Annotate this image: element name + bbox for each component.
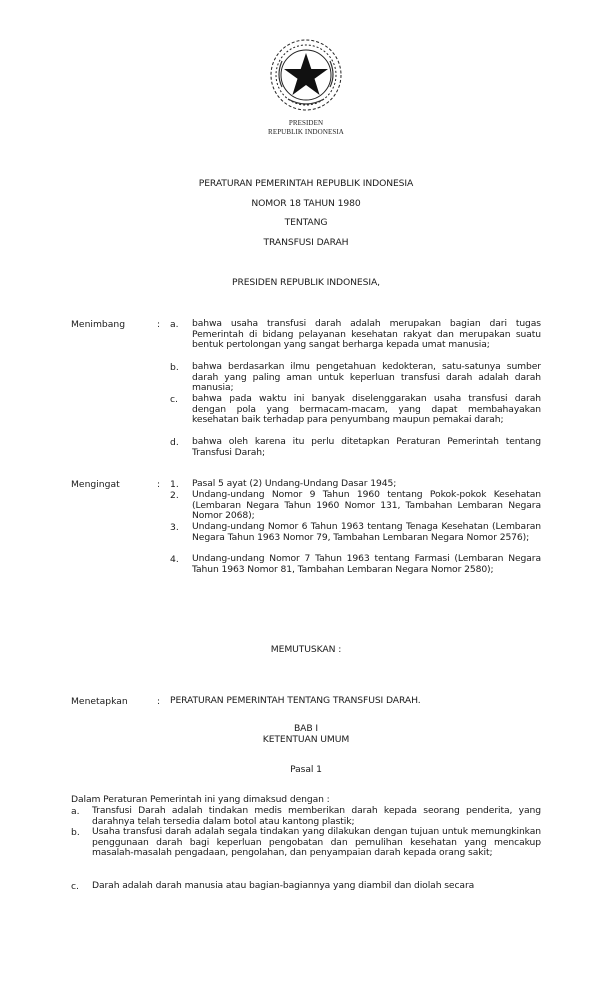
mengingat-label: Mengingat (71, 479, 120, 490)
chapter-number: BAB I (293, 723, 319, 734)
article-item-mark: b. (71, 827, 80, 838)
regulation-number: NOMOR 18 TAHUN 1980 (251, 198, 361, 209)
menimbang-label: Menimbang (71, 319, 126, 330)
mengingat-item-mark: 3. (170, 522, 179, 533)
article-item-text: Transfusi Darah adalah tindakan medis memberikan darah kepada seorang penderita, yang darahnya telah tersedia dalam botol atau kantong plastik; (92, 805, 541, 827)
mengingat-item-text: Undang-undang Nomor 7 Tahun 1963 tentang Farmasi (Lembaran Negara Tahun 1963 Nomor 81, Tambahan Lembaran Negara Nomor 2580); (192, 553, 541, 575)
menimbang-item-mark: d. (170, 437, 179, 448)
article-item-text: Usaha transfusi darah adalah segala tindakan yang dilakukan dengan tujuan untuk memungkinkan penggunaan darah bagi keperluan pengobatan dan pemulihan kesehatan yang mencakup masalah-masalah pengadaan, pengolahan, dan penyampaian darah kepada orang sakit; (92, 826, 541, 859)
menimbang-item-text: bahwa pada waktu ini banyak diselenggarakan usaha transfusi darah dengan pola yang bermacam-macam, yang dapat membahayakan kesehatan baik terhadap para penyumbang maupun pemakai darah; (192, 393, 541, 426)
presidential-emblem-icon (268, 37, 344, 113)
mengingat-item-mark: 2. (170, 490, 179, 501)
emblem-caption-line1: PRESIDEN (288, 119, 324, 127)
article-intro: Dalam Peraturan Pemerintah ini yang dimaksud dengan : (71, 794, 330, 805)
regulation-about: TENTANG (284, 217, 328, 228)
mengingat-item-text: Undang-undang Nomor 9 Tahun 1960 tentang Pokok-pokok Kesehatan (Lembaran Negara Tahun 1960 Nomor 131, Tambahan Lembaran Negara Nomor 2068); (192, 489, 541, 522)
mengingat-item-text: Pasal 5 ayat (2) Undang-Undang Dasar 1945; (192, 478, 397, 489)
article-title: Pasal 1 (290, 764, 322, 775)
issuer-heading: PRESIDEN REPUBLIK INDONESIA, (232, 277, 380, 288)
menimbang-item-mark: c. (170, 394, 178, 405)
menetapkan-text: PERATURAN PEMERINTAH TENTANG TRANSFUSI DARAH. (170, 695, 421, 706)
menimbang-item-text: bahwa usaha transfusi darah adalah merupakan bagian dari tugas Pemerintah di bidang pelayanan kesehatan rakyat dan merupakan suatu bentuk pertolongan yang sangat berharga kepada umat manusia; (192, 318, 541, 351)
mengingat-item-mark: 4. (170, 554, 179, 565)
regulation-subject: TRANSFUSI DARAH (263, 237, 349, 248)
menetapkan-label: Menetapkan (71, 696, 128, 707)
article-item-mark: c. (71, 881, 79, 892)
menimbang-item-mark: a. (170, 319, 179, 330)
regulation-title: PERATURAN PEMERINTAH REPUBLIK INDONESIA (198, 178, 414, 189)
decision-heading: MEMUTUSKAN : (270, 644, 342, 655)
menimbang-item-text: bahwa oleh karena itu perlu ditetapkan Peraturan Pemerintah tentang Transfusi Darah; (192, 436, 541, 458)
menimbang-colon: : (157, 319, 161, 330)
mengingat-colon: : (157, 479, 161, 490)
article-item-mark: a. (71, 806, 80, 817)
menimbang-item-text: bahwa berdasarkan ilmu pengetahuan kedokteran, satu-satunya sumber darah yang paling aman untuk keperluan transfusi darah adalah darah manusia; (192, 361, 541, 394)
mengingat-item-text: Undang-undang Nomor 6 Tahun 1963 tentang Tenaga Kesehatan (Lembaran Negara Tahun 1963 Nomor 79, Tambahan Lembaran Negara Nomor 2576); (192, 521, 541, 543)
menimbang-item-mark: b. (170, 362, 179, 373)
mengingat-item-mark: 1. (170, 479, 179, 490)
emblem-caption-line2: REPUBLIK INDONESIA (268, 128, 344, 136)
article-item-text: Darah adalah darah manusia atau bagian-bagiannya yang diambil dan diolah secara (92, 880, 475, 891)
chapter-title: KETENTUAN UMUM (262, 734, 350, 745)
menetapkan-colon: : (157, 696, 161, 707)
